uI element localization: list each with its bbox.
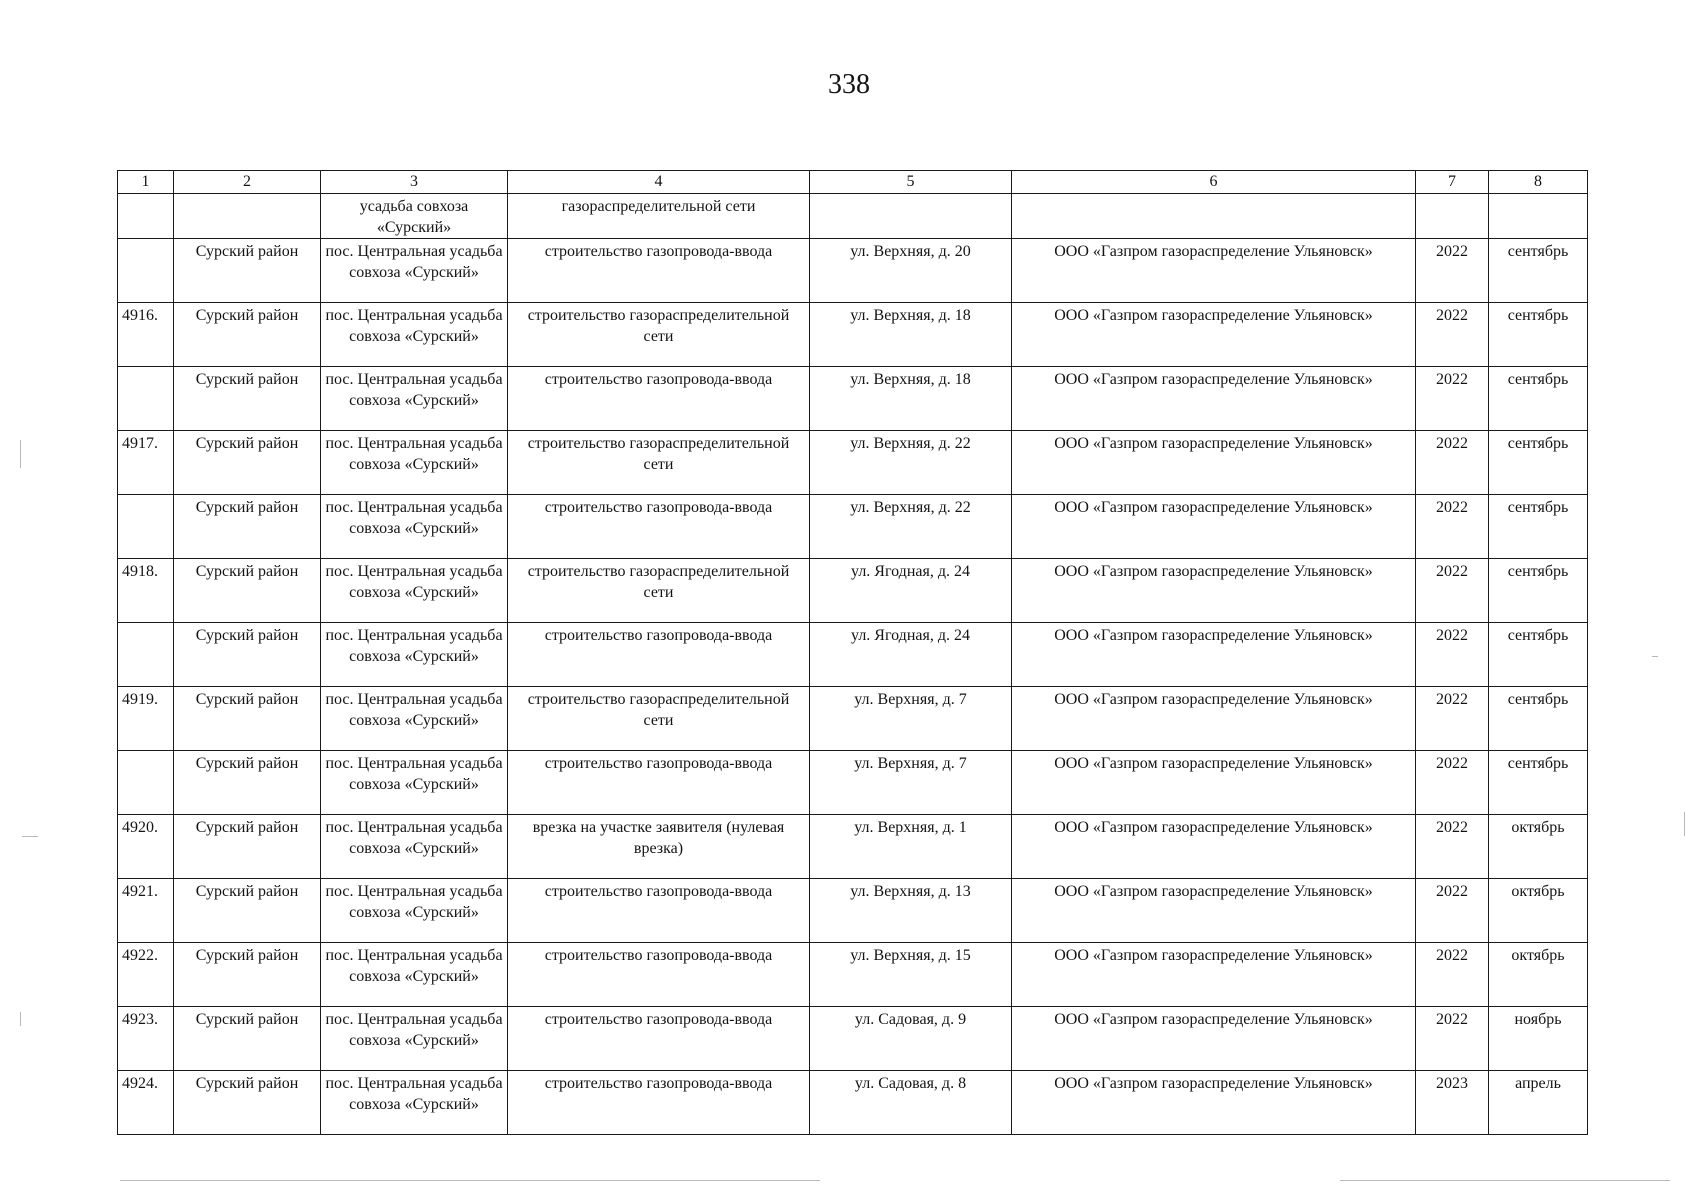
table-row xyxy=(118,495,1588,559)
address-cell: ул. Верхняя, д. 18 xyxy=(810,367,1012,431)
year-cell: 2022 xyxy=(1416,431,1489,495)
district-cell: Сурский район xyxy=(174,1071,321,1135)
settlement-cell: пос. Центральная усадьба совхоза «Сурский» xyxy=(321,239,508,303)
work-type-cell: строительство газораспределительной сети xyxy=(508,431,810,495)
settlement-cell: пос. Центральная усадьба совхоза «Сурский» xyxy=(321,815,508,879)
table-row xyxy=(118,815,1588,879)
row-number-cell: 4922. xyxy=(118,943,174,1007)
address-cell: ул. Садовая, д. 8 xyxy=(810,1071,1012,1135)
organization-cell: ООО «Газпром газораспределение Ульяновск» xyxy=(1012,1071,1416,1135)
address-cell: ул. Верхняя, д. 15 xyxy=(810,943,1012,1007)
district-cell: Сурский район xyxy=(174,559,321,623)
month-cell: сентябрь xyxy=(1489,559,1588,623)
year-cell: 2022 xyxy=(1416,367,1489,431)
table-row xyxy=(118,751,1588,815)
address-cell xyxy=(810,194,1012,239)
organization-cell: ООО «Газпром газораспределение Ульяновск» xyxy=(1012,239,1416,303)
month-cell: октябрь xyxy=(1489,943,1588,1007)
settlement-cell: пос. Центральная усадьба совхоза «Сурский» xyxy=(321,879,508,943)
month-cell: сентябрь xyxy=(1489,239,1588,303)
settlement-cell: пос. Центральная усадьба совхоза «Сурский» xyxy=(321,303,508,367)
column-header: 8 xyxy=(1489,171,1588,194)
work-type-cell: строительство газопровода-ввода xyxy=(508,367,810,431)
month-cell: ноябрь xyxy=(1489,1007,1588,1071)
district-cell: Сурский район xyxy=(174,623,321,687)
month-cell: сентябрь xyxy=(1489,431,1588,495)
row-number-cell: 4919. xyxy=(118,687,174,751)
table-row xyxy=(118,303,1588,367)
table-row xyxy=(118,1071,1588,1135)
address-cell: ул. Верхняя, д. 7 xyxy=(810,751,1012,815)
address-cell: ул. Верхняя, д. 18 xyxy=(810,303,1012,367)
row-number-cell xyxy=(118,239,174,303)
scan-mark xyxy=(20,440,21,468)
schedule-table xyxy=(117,170,1588,1135)
address-cell: ул. Ягодная, д. 24 xyxy=(810,559,1012,623)
year-cell: 2022 xyxy=(1416,751,1489,815)
year-cell: 2022 xyxy=(1416,623,1489,687)
table-row xyxy=(118,623,1588,687)
year-cell: 2022 xyxy=(1416,879,1489,943)
table-row xyxy=(118,367,1588,431)
district-cell: Сурский район xyxy=(174,815,321,879)
district-cell: Сурский район xyxy=(174,943,321,1007)
month-cell: сентябрь xyxy=(1489,303,1588,367)
work-type-cell: строительство газораспределительной сети xyxy=(508,303,810,367)
organization-cell: ООО «Газпром газораспределение Ульяновск» xyxy=(1012,623,1416,687)
page-number: 338 xyxy=(828,69,870,100)
settlement-cell: пос. Центральная усадьба совхоза «Сурский» xyxy=(321,1007,508,1071)
table-row xyxy=(118,687,1588,751)
column-header: 6 xyxy=(1012,171,1416,194)
table-row xyxy=(118,239,1588,303)
address-cell: ул. Ягодная, д. 24 xyxy=(810,623,1012,687)
settlement-cell: пос. Центральная усадьба совхоза «Сурский» xyxy=(321,559,508,623)
work-type-cell: строительство газопровода-ввода xyxy=(508,1071,810,1135)
settlement-cell: пос. Центральная усадьба совхоза «Сурский» xyxy=(321,943,508,1007)
address-cell: ул. Верхняя, д. 1 xyxy=(810,815,1012,879)
address-cell: ул. Верхняя, д. 20 xyxy=(810,239,1012,303)
district-cell: Сурский район xyxy=(174,303,321,367)
work-type-cell: строительство газопровода-ввода xyxy=(508,943,810,1007)
month-cell: сентябрь xyxy=(1489,687,1588,751)
month-cell: сентябрь xyxy=(1489,623,1588,687)
district-cell: Сурский район xyxy=(174,239,321,303)
settlement-cell: пос. Центральная усадьба совхоза «Сурский» xyxy=(321,751,508,815)
table-row xyxy=(118,559,1588,623)
row-number-cell xyxy=(118,623,174,687)
address-cell: ул. Верхняя, д. 7 xyxy=(810,687,1012,751)
column-header: 3 xyxy=(321,171,508,194)
work-type-cell: строительство газопровода-ввода xyxy=(508,751,810,815)
work-type-cell: газораспределительной сети xyxy=(508,194,810,239)
column-header: 1 xyxy=(118,171,174,194)
organization-cell: ООО «Газпром газораспределение Ульяновск» xyxy=(1012,1007,1416,1071)
district-cell: Сурский район xyxy=(174,367,321,431)
column-header: 7 xyxy=(1416,171,1489,194)
year-cell: 2022 xyxy=(1416,495,1489,559)
organization-cell xyxy=(1012,194,1416,239)
column-header: 4 xyxy=(508,171,810,194)
row-number-cell xyxy=(118,367,174,431)
address-cell: ул. Верхняя, д. 22 xyxy=(810,495,1012,559)
row-number-cell: 4924. xyxy=(118,1071,174,1135)
district-cell: Сурский район xyxy=(174,751,321,815)
year-cell: 2022 xyxy=(1416,559,1489,623)
row-number-cell xyxy=(118,751,174,815)
scan-mark xyxy=(22,836,38,837)
work-type-cell: строительство газопровода-ввода xyxy=(508,495,810,559)
month-cell xyxy=(1489,194,1588,239)
settlement-cell: пос. Центральная усадьба совхоза «Сурский» xyxy=(321,687,508,751)
address-cell: ул. Верхняя, д. 13 xyxy=(810,879,1012,943)
district-cell: Сурский район xyxy=(174,495,321,559)
row-number-cell: 4917. xyxy=(118,431,174,495)
scan-mark xyxy=(120,1180,820,1181)
year-cell xyxy=(1416,194,1489,239)
row-number-cell: 4920. xyxy=(118,815,174,879)
year-cell: 2022 xyxy=(1416,239,1489,303)
scan-mark xyxy=(1340,1180,1670,1181)
table-row xyxy=(118,943,1588,1007)
district-cell: Сурский район xyxy=(174,1007,321,1071)
organization-cell: ООО «Газпром газораспределение Ульяновск» xyxy=(1012,943,1416,1007)
settlement-cell: пос. Центральная усадьба совхоза «Сурский» xyxy=(321,1071,508,1135)
scan-mark xyxy=(1684,812,1685,836)
settlement-cell: пос. Центральная усадьба совхоза «Сурский» xyxy=(321,431,508,495)
row-number-cell xyxy=(118,495,174,559)
address-cell: ул. Садовая, д. 9 xyxy=(810,1007,1012,1071)
organization-cell: ООО «Газпром газораспределение Ульяновск» xyxy=(1012,751,1416,815)
row-number-cell: 4923. xyxy=(118,1007,174,1071)
organization-cell: ООО «Газпром газораспределение Ульяновск» xyxy=(1012,495,1416,559)
district-cell: Сурский район xyxy=(174,879,321,943)
organization-cell: ООО «Газпром газораспределение Ульяновск» xyxy=(1012,687,1416,751)
row-number-cell xyxy=(118,194,174,239)
table-row xyxy=(118,1007,1588,1071)
district-cell: Сурский район xyxy=(174,431,321,495)
scan-mark xyxy=(20,1012,21,1026)
organization-cell: ООО «Газпром газораспределение Ульяновск» xyxy=(1012,303,1416,367)
table-row xyxy=(118,194,1588,239)
year-cell: 2023 xyxy=(1416,1071,1489,1135)
month-cell: сентябрь xyxy=(1489,751,1588,815)
settlement-cell: пос. Центральная усадьба совхоза «Сурский» xyxy=(321,623,508,687)
work-type-cell: строительство газопровода-ввода xyxy=(508,239,810,303)
scan-mark xyxy=(1652,656,1658,657)
organization-cell: ООО «Газпром газораспределение Ульяновск» xyxy=(1012,559,1416,623)
organization-cell: ООО «Газпром газораспределение Ульяновск» xyxy=(1012,367,1416,431)
organization-cell: ООО «Газпром газораспределение Ульяновск» xyxy=(1012,815,1416,879)
row-number-cell: 4916. xyxy=(118,303,174,367)
district-cell: Сурский район xyxy=(174,687,321,751)
year-cell: 2022 xyxy=(1416,303,1489,367)
work-type-cell: строительство газораспределительной сети xyxy=(508,559,810,623)
column-number-row xyxy=(118,171,1588,194)
row-number-cell: 4918. xyxy=(118,559,174,623)
table-row xyxy=(118,431,1588,495)
work-type-cell: строительство газопровода-ввода xyxy=(508,1007,810,1071)
year-cell: 2022 xyxy=(1416,815,1489,879)
column-header: 2 xyxy=(174,171,321,194)
settlement-cell: пос. Центральная усадьба совхоза «Сурский» xyxy=(321,495,508,559)
month-cell: сентябрь xyxy=(1489,495,1588,559)
work-type-cell: строительство газораспределительной сети xyxy=(508,687,810,751)
organization-cell: ООО «Газпром газораспределение Ульяновск» xyxy=(1012,431,1416,495)
work-type-cell: строительство газопровода-ввода xyxy=(508,623,810,687)
month-cell: октябрь xyxy=(1489,815,1588,879)
month-cell: апрель xyxy=(1489,1071,1588,1135)
column-header: 5 xyxy=(810,171,1012,194)
settlement-cell: усадьба совхоза «Сурский» xyxy=(321,194,508,239)
year-cell: 2022 xyxy=(1416,943,1489,1007)
month-cell: октябрь xyxy=(1489,879,1588,943)
table-body xyxy=(118,194,1588,1135)
table-row xyxy=(118,879,1588,943)
year-cell: 2022 xyxy=(1416,1007,1489,1071)
organization-cell: ООО «Газпром газораспределение Ульяновск» xyxy=(1012,879,1416,943)
row-number-cell: 4921. xyxy=(118,879,174,943)
address-cell: ул. Верхняя, д. 22 xyxy=(810,431,1012,495)
month-cell: сентябрь xyxy=(1489,367,1588,431)
work-type-cell: строительство газопровода-ввода xyxy=(508,879,810,943)
district-cell xyxy=(174,194,321,239)
year-cell: 2022 xyxy=(1416,687,1489,751)
settlement-cell: пос. Центральная усадьба совхоза «Сурский» xyxy=(321,367,508,431)
work-type-cell: врезка на участке заявителя (нулевая врезка) xyxy=(508,815,810,879)
